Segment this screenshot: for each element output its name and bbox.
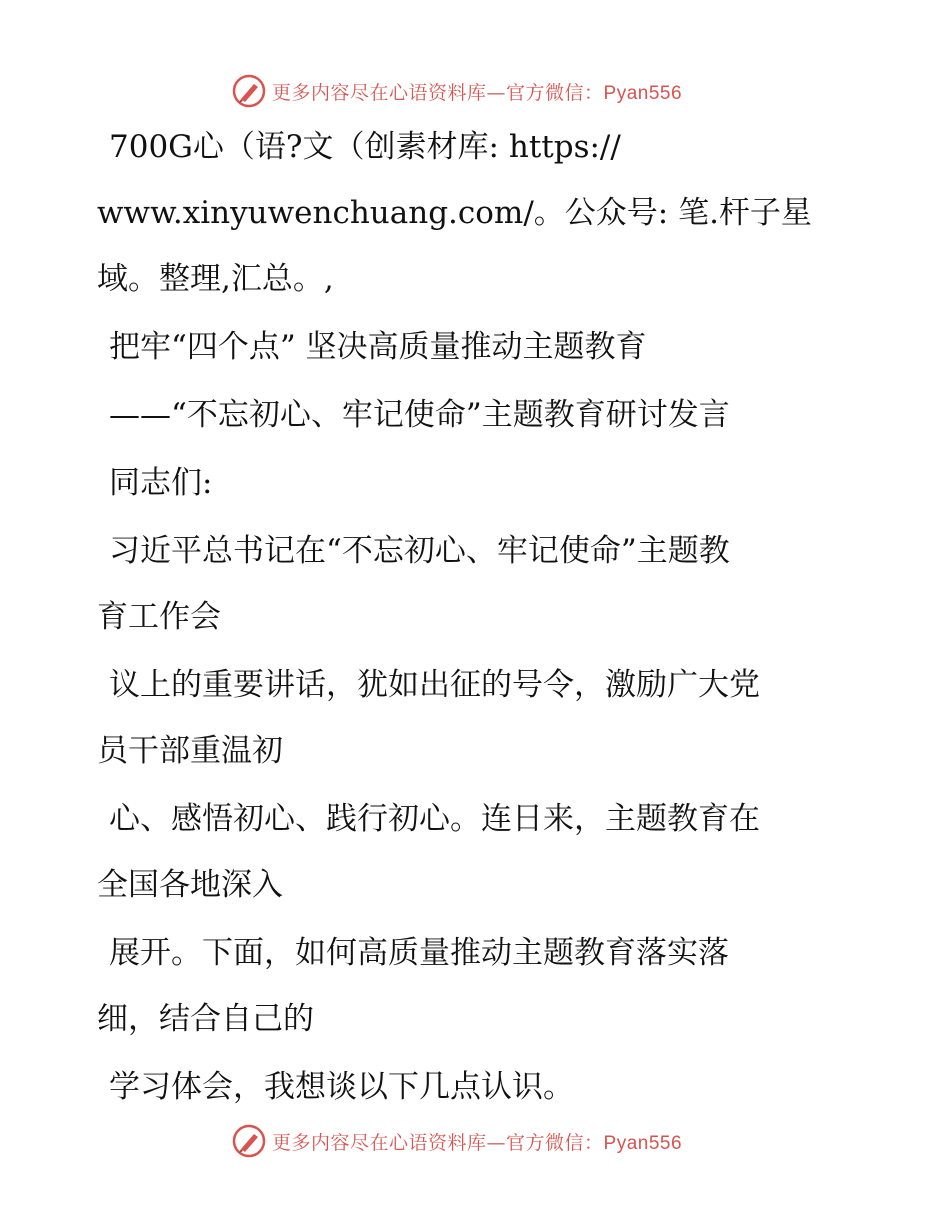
source-line: 700G心（语?文（创素材库: https:// — [109, 129, 621, 165]
paragraph-line: 议上的重要讲话，犹如出征的号令，激励广大党 — [109, 667, 760, 703]
paragraph-line: 展开。下面，如何高质量推动主题教育落实落 — [109, 935, 729, 971]
paragraph-line: 全国各地深入 — [97, 867, 283, 903]
source-line: www.xinyuwenchuang.com/。公众号: 笔.杆子星 — [97, 195, 812, 231]
paragraph-line: 学习体会，我想谈以下几点认识。 — [109, 1069, 574, 1105]
watermark-text: 更多内容尽在心语资料库—官方微信：Pyan556 — [272, 81, 683, 104]
watermark-text: 更多内容尽在心语资料库—官方微信：Pyan556 — [272, 1131, 683, 1154]
document-body — [97, 124, 832, 1110]
document-subtitle: ——“不忘初心、牢记使命”主题教育研讨发言 — [109, 397, 730, 433]
pen-logo-icon — [232, 1124, 266, 1158]
paragraph-line: 员干部重温初 — [97, 733, 283, 769]
document-title: 把牢“四个点” 坚决高质量推动主题教育 — [109, 329, 647, 365]
paragraph-line: 育工作会 — [97, 599, 221, 635]
source-line: 域。整理,汇总。, — [97, 261, 334, 297]
paragraph-line: 细，结合自己的 — [97, 1001, 314, 1037]
header-watermark — [232, 74, 682, 108]
paragraph-line: 习近平总书记在“不忘初心、牢记使命”主题教 — [109, 533, 730, 569]
footer-watermark — [232, 1124, 682, 1158]
pen-logo-icon — [232, 74, 266, 108]
salutation: 同志们: — [109, 465, 213, 501]
paragraph-line: 心、感悟初心、践行初心。连日来，主题教育在 — [109, 801, 760, 837]
